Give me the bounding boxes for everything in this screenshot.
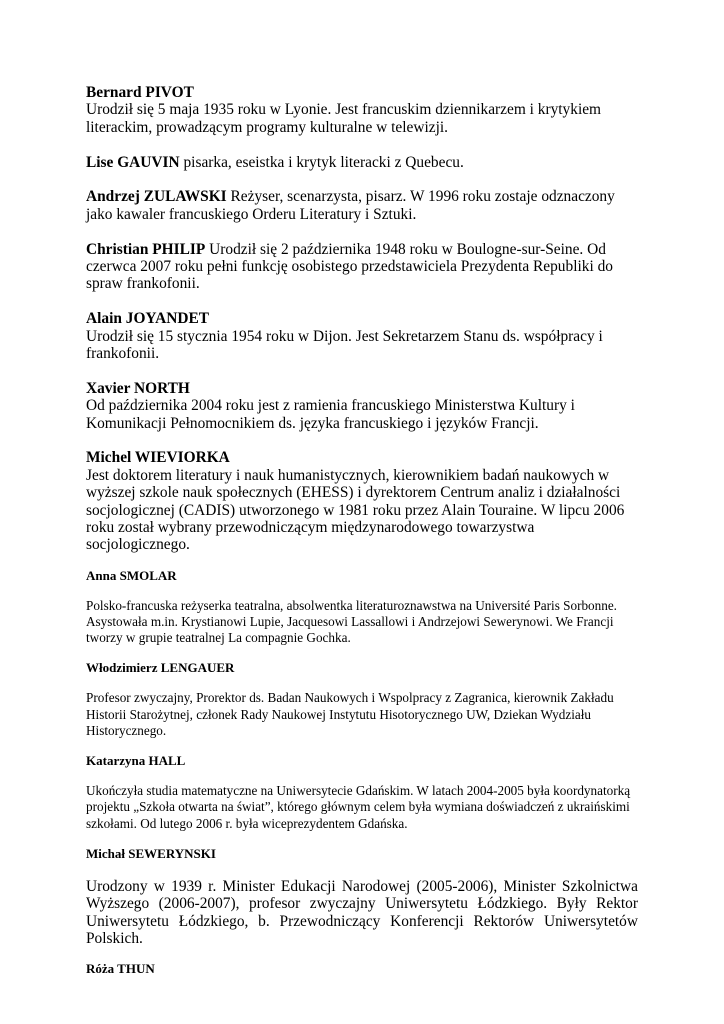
entry-text: Urodził się 5 maja 1935 roku w Lyonie. Jest francuskim dziennikarzem i krytykiem literackim, prowadzącym programy kulturalne w telewizji.	[86, 101, 602, 136]
entry-thun	[86, 961, 638, 977]
entry-name: Włodzimierz LENGAUER	[86, 660, 235, 676]
entry-name: Róża THUN	[86, 961, 155, 977]
entry-text: Jest doktorem literatury i nauk humanistycznych, kierownikiem badań naukowych w wyższej szkole nauk społecznych (EHESS) i dyrektorem Centrum analiz i działalności socjologicznej (CADIS) utworzonego w 1981 roku przez Alain Touraine. W lipcu 2006 roku został wybrany przewodniczącym międzynarodowego towarzystwa socjologicznego.	[86, 466, 625, 554]
entry-name: Michel WIEVIORKA	[86, 449, 230, 467]
entry-name: Christian PHILIP	[86, 240, 206, 258]
entry-text: Reżyser, scenarzysta, pisarz. W 1996 roku zostaje odznaczony jako kawaler francuskiego Orderu Literatury i Sztuki.	[86, 188, 615, 223]
entry-text: Od października 2004 roku jest z ramienia francuskiego Ministerstwa Kultury i Komunikacji Pełnomocnikiem ds. języka francuskiego i języków Francji.	[86, 397, 575, 432]
entry-name: Lise GAUVIN	[86, 153, 180, 171]
entry-text: Ukończyła studia matematyczne na Uniwersytecie Gdańskim. W latach 2004-2005 była koordynatorką projektu „Szkoła otwarta na świat”, którego głównym celem była wymiana doświadczeń z ukraińskimi szkołami. Od lutego 2006 r. była wiceprezydentem Gdańska.	[86, 783, 631, 831]
entry-name: Michał SEWERYNSKI	[86, 845, 216, 861]
entry-pivot	[86, 84, 638, 136]
entry-philip	[86, 241, 638, 293]
document-page	[86, 84, 638, 991]
entry-sewerynski	[86, 846, 638, 948]
entry-zulawski	[86, 188, 638, 223]
entry-hall	[86, 753, 638, 832]
entry-name: Bernard PIVOT	[86, 84, 194, 101]
entry-smolar	[86, 568, 638, 647]
entry-text: Polsko-francuska reżyserka teatralna, absolwentka literaturoznawstwa na Université Paris Sorbonne. Asystowała m.in. Krystianowi Lupie, Jacquesowi Lassallowi i Andrzejowi Sewerynowi. We Francji tworzy w grupie teatralnej La compagnie Gochka.	[86, 597, 617, 646]
entry-text: Urodził się 15 stycznia 1954 roku w Dijon. Jest Sekretarzem Stanu ds. współpracy i frankofonii.	[86, 327, 603, 363]
entry-lengauer	[86, 660, 638, 739]
entry-north	[86, 380, 638, 432]
entry-text: Profesor zwyczajny, Prorektor ds. Badan Naukowych i Wspolpracy z Zagranica, kierownik Zakładu Historii Starożytnej, członek Rady Naukowej Instytutu Hisotorycznego UW, Dziekan Wydziału Historycznego.	[86, 690, 614, 738]
entry-name: Xavier NORTH	[86, 379, 190, 397]
entry-text: Urodził się 2 października 1948 roku w Boulogne-sur-Seine. Od czerwca 2007 roku pełni funkcję osobistego przedstawiciela Prezydenta Republiki do spraw frankofonii.	[86, 240, 613, 293]
entry-text: pisarka, eseistka i krytyk literacki z Quebecu.	[179, 153, 464, 171]
entry-gauvin	[86, 154, 638, 171]
entry-wieviorka	[86, 449, 638, 553]
entry-name: Alain JOYANDET	[86, 310, 210, 328]
entry-joyandet	[86, 310, 638, 362]
entry-name: Anna SMOLAR	[86, 567, 177, 583]
entry-text: Urodzony w 1939 r. Minister Edukacji Narodowej (2005-2006), Minister Szkolnictwa Wyższego (2006-2007), profesor zwyczajny Uniwersytetu Łódzkiego. Były Rektor Uniwersytetu Łódzkiego, b. Przewodniczący Konferencji Rektorów Uniwersytetów Polskich.	[86, 877, 638, 947]
entry-name: Andrzej ZULAWSKI	[86, 188, 227, 206]
entry-name: Katarzyna HALL	[86, 753, 186, 769]
